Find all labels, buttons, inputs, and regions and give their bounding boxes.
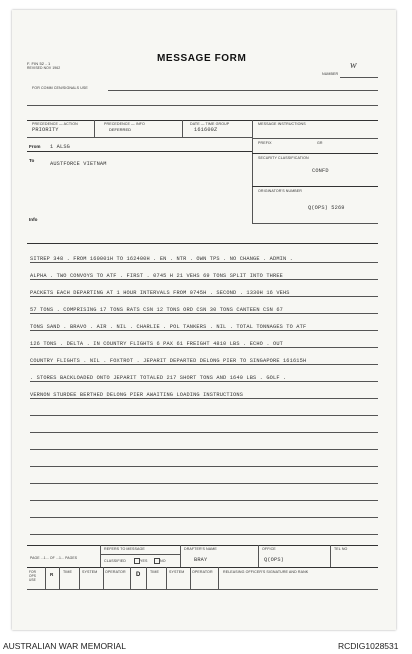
rule (252, 138, 378, 139)
no-label: NO (160, 559, 166, 563)
rule (27, 589, 378, 590)
divider (182, 120, 183, 137)
rule (30, 381, 378, 382)
form-title: MESSAGE FORM (157, 53, 247, 64)
divider (103, 567, 104, 589)
divider (258, 545, 259, 567)
header-top-rule (27, 120, 378, 121)
instructions-label: MESSAGE INSTRUCTIONS (258, 122, 306, 126)
message-line: PACKETS EACH DEPARTING AT 1 HOUR INTERVALS FROM 0745H . SECOND . 1330H 16 VEHS (30, 290, 290, 296)
message-line: 57 TONS . COMPRISING 17 TONS RATS CSN 12 TONS ORD CSN 30 TONS CANTEEN CSN 67 (30, 307, 283, 313)
number-label: NUMBER (322, 72, 339, 76)
divider (146, 567, 147, 589)
security-label: SECURITY CLASSIFICATION (258, 156, 309, 160)
prefix-label: PREFIX (258, 141, 272, 145)
divider (252, 120, 253, 223)
rule (100, 554, 180, 555)
rule (27, 137, 252, 138)
rule (30, 296, 378, 297)
dtg-value: 161600Z (194, 127, 218, 133)
rule (252, 223, 378, 224)
rule (27, 151, 252, 152)
refers-label: REFERS TO MESSAGE (104, 547, 145, 551)
divider (100, 545, 101, 567)
for-ops-label: FOR OPS USE (29, 570, 37, 582)
number-value: w (350, 60, 357, 71)
rule (30, 415, 378, 416)
rule (252, 153, 378, 154)
divider (330, 545, 331, 567)
number-line (340, 77, 378, 78)
from-label: From (29, 144, 41, 149)
rule (30, 432, 378, 433)
rule (252, 186, 378, 187)
rule (30, 534, 378, 535)
divider (79, 567, 80, 589)
originator-label: ORIGINATOR'S NUMBER (258, 189, 302, 193)
divider (190, 567, 191, 589)
rule (30, 262, 378, 263)
drafter-value: BRAY (194, 557, 208, 563)
rule (30, 517, 378, 518)
r-label: R (50, 572, 54, 577)
divider (45, 567, 46, 589)
message-line: ALPHA . TWO CONVOYS TO ATF . FIRST . 0745 H 21 VEHS 69 TONS SPLIT INTO THREE (30, 273, 283, 279)
yes-label: YES (140, 559, 148, 563)
tel-label: TEL NO (334, 547, 348, 551)
d-time-label: TIME (150, 570, 159, 574)
message-form-sheet (12, 10, 396, 630)
divider (218, 567, 219, 589)
comm-line-2 (27, 105, 378, 106)
form-revision: REVISED NOV 1962 (27, 66, 61, 70)
divider (94, 120, 95, 137)
classified-label: CLASSIFIED (104, 559, 126, 563)
r-operator-label: OPERATOR (105, 570, 126, 574)
r-time-label: TIME (63, 570, 72, 574)
comm-line (108, 90, 378, 91)
originator-value: Q(OPS) 5269 (308, 205, 345, 211)
release-label: RELEASING OFFICER'S SIGNATURE AND RANK (223, 570, 309, 574)
precedence-action-value: PRIORITY (32, 127, 59, 133)
security-value: CONFD (312, 168, 329, 174)
divider (130, 567, 131, 589)
rule (30, 347, 378, 348)
message-line: TONS SAND . BRAVO . AIR . NIL . CHARLIE . POL TANKERS . NIL . TOTAL TONNAGES TO ATF (30, 324, 307, 330)
drafter-label: DRAFTER'S NAME (184, 547, 217, 551)
r-system-label: SYSTEM (82, 570, 98, 574)
archive-caption-right: RCDIG1028531 (338, 641, 399, 651)
rule (30, 449, 378, 450)
rule (27, 545, 378, 546)
archive-caption-left: AUSTRALIAN WAR MEMORIAL (3, 641, 126, 651)
divider (180, 545, 181, 567)
office-value: Q(OPS) (264, 557, 284, 563)
dtg-label: DATE — TIME GROUP (190, 122, 230, 126)
comm-label: FOR COMM CEN/SIGNALS USE (32, 86, 88, 90)
d-operator-label: OPERATOR (192, 570, 213, 574)
info-label: Info (29, 217, 38, 222)
page-label: PAGE ...1... OF ...1... PAGES (30, 556, 78, 560)
from-value: 1 ALSG (50, 144, 70, 150)
d-system-label: SYSTEM (169, 570, 185, 574)
d-label: D (136, 572, 141, 578)
precedence-info-label: PRECEDENCE — INFO (104, 122, 145, 126)
gr-label: GR (317, 141, 323, 145)
rule (30, 466, 378, 467)
rule (30, 500, 378, 501)
rule (30, 483, 378, 484)
message-line: 126 TONS . DELTA . IN COUNTRY FLIGHTS 6 PAX 61 FREIGHT 4810 LBS . ECHO . OUT (30, 341, 283, 347)
rule (30, 279, 378, 280)
rule (30, 313, 378, 314)
rule (30, 364, 378, 365)
rule (27, 243, 378, 244)
rule (30, 398, 378, 399)
message-line: VERNON STURDEE BERTHED DELONG PIER AWAITING LOADING INSTRUCTIONS (30, 392, 244, 398)
message-line: . STORES BACKLOADED ONTO JEPARIT TOTALED 217 SHORT TONS AND 1640 LBS . GOLF . (30, 375, 287, 381)
office-label: OFFICE (262, 547, 276, 551)
message-line: SITREP 348 . FROM 160001H TO 162400H . EN . NTR . OWN TPS . NO CHANGE . ADMIN . (30, 256, 293, 262)
to-label: To (29, 158, 35, 163)
divider (59, 567, 60, 589)
to-value: AUSTFORCE VIETNAM (50, 161, 107, 167)
form-code: F. FIN 52 - 1 (27, 61, 51, 66)
precedence-action-label: PRECEDENCE — ACTION (32, 122, 78, 126)
divider (166, 567, 167, 589)
precedence-info-value: DEFERRED (109, 127, 132, 132)
rule (30, 330, 378, 331)
message-line: COUNTRY FLIGHTS . NIL . FOXTROT . JEPARIT DEPARTED DELONG PIER TO SINGAPORE 161615H (30, 358, 307, 364)
